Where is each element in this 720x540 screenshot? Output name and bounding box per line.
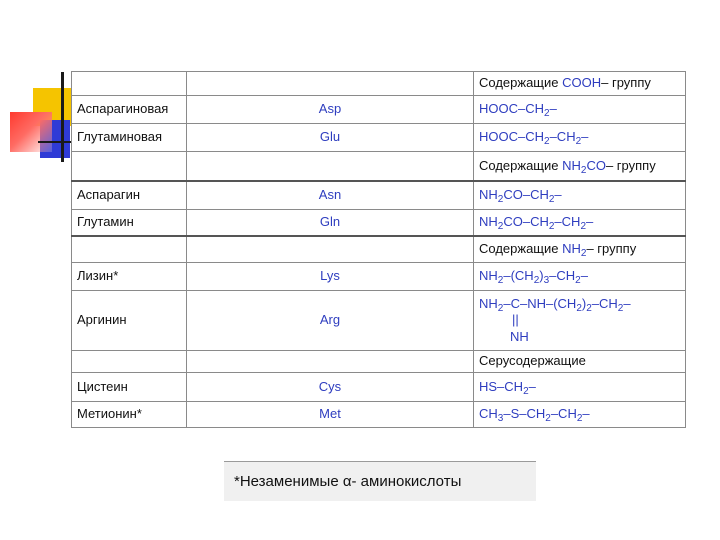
table-row [72, 96, 686, 124]
acid-code: Asp [187, 96, 474, 124]
amino-acid-table [71, 71, 686, 427]
decor-red-square [10, 112, 52, 152]
formula-line: || [512, 312, 519, 328]
header-formula: COOH [562, 75, 602, 91]
table-cell [72, 152, 187, 181]
table-row [72, 152, 686, 181]
table-row [72, 291, 686, 351]
acid-name: Метионин* [72, 402, 187, 428]
acid-code: Glu [187, 124, 474, 152]
table-row [72, 351, 686, 373]
group-header-sulfur: Серусодержащие [474, 351, 686, 373]
formula-line: NH [510, 328, 529, 344]
acid-code: Arg [187, 291, 474, 351]
formula-line: $NH_2-C-NH-(CH_2)_2-CH_2-$ [479, 296, 631, 315]
acid-code: Met [187, 402, 474, 428]
footnote: *Незаменимые α- аминокислоты [224, 461, 536, 501]
side-chain-formula: $NH_2CO-CH_2-$ [474, 181, 686, 210]
table-cell [72, 236, 187, 263]
table-row [72, 263, 686, 291]
table-row [72, 402, 686, 428]
table-cell [187, 351, 474, 373]
group-header-cooh [474, 72, 686, 96]
table-cell [187, 72, 474, 96]
acid-name: Аспарагиновая [72, 96, 187, 124]
header-text: Содержащие [479, 75, 563, 91]
side-chain-formula: $NH_2CO-CH_2-CH_2-$ [474, 210, 686, 236]
table-row [72, 72, 686, 96]
acid-name: Аспарагин [72, 181, 187, 210]
acid-code: Asn [187, 181, 474, 210]
side-chain-formula: $HS-CH_2-$ [474, 373, 686, 402]
table-cell [72, 72, 187, 96]
side-chain-formula: $NH_2-(CH_2)_3-CH_2-$ [474, 263, 686, 291]
group-header-amine: Содержащие $NH_2-$ группу [474, 236, 686, 263]
table-row [72, 236, 686, 263]
decor-vertical-line [61, 72, 64, 162]
acid-name: Аргинин [72, 291, 187, 351]
table-row [72, 124, 686, 152]
acid-code: Gln [187, 210, 474, 236]
acid-name: Глутаминовая [72, 124, 187, 152]
side-chain-formula: HOOC–$CH_2-$ [474, 96, 686, 124]
acid-code: Cys [187, 373, 474, 402]
table-cell [72, 351, 187, 373]
group-header-amide: Содержащие $NH_2CO-$ группу [474, 152, 686, 181]
acid-name: Лизин* [72, 263, 187, 291]
side-chain-formula: $CH_3-S-CH_2-CH_2-$ [474, 402, 686, 428]
acid-code: Lys [187, 263, 474, 291]
table-row [72, 210, 686, 236]
acid-name: Глутамин [72, 210, 187, 236]
acid-name: Цистеин [72, 373, 187, 402]
side-chain-formula: HOOC–$CH_2-CH_2-$ [474, 124, 686, 152]
table-cell [187, 152, 474, 181]
side-chain-formula [474, 291, 686, 351]
table-row [72, 181, 686, 210]
table-row [72, 373, 686, 402]
table-cell [187, 236, 474, 263]
header-text: – группу [601, 75, 651, 91]
